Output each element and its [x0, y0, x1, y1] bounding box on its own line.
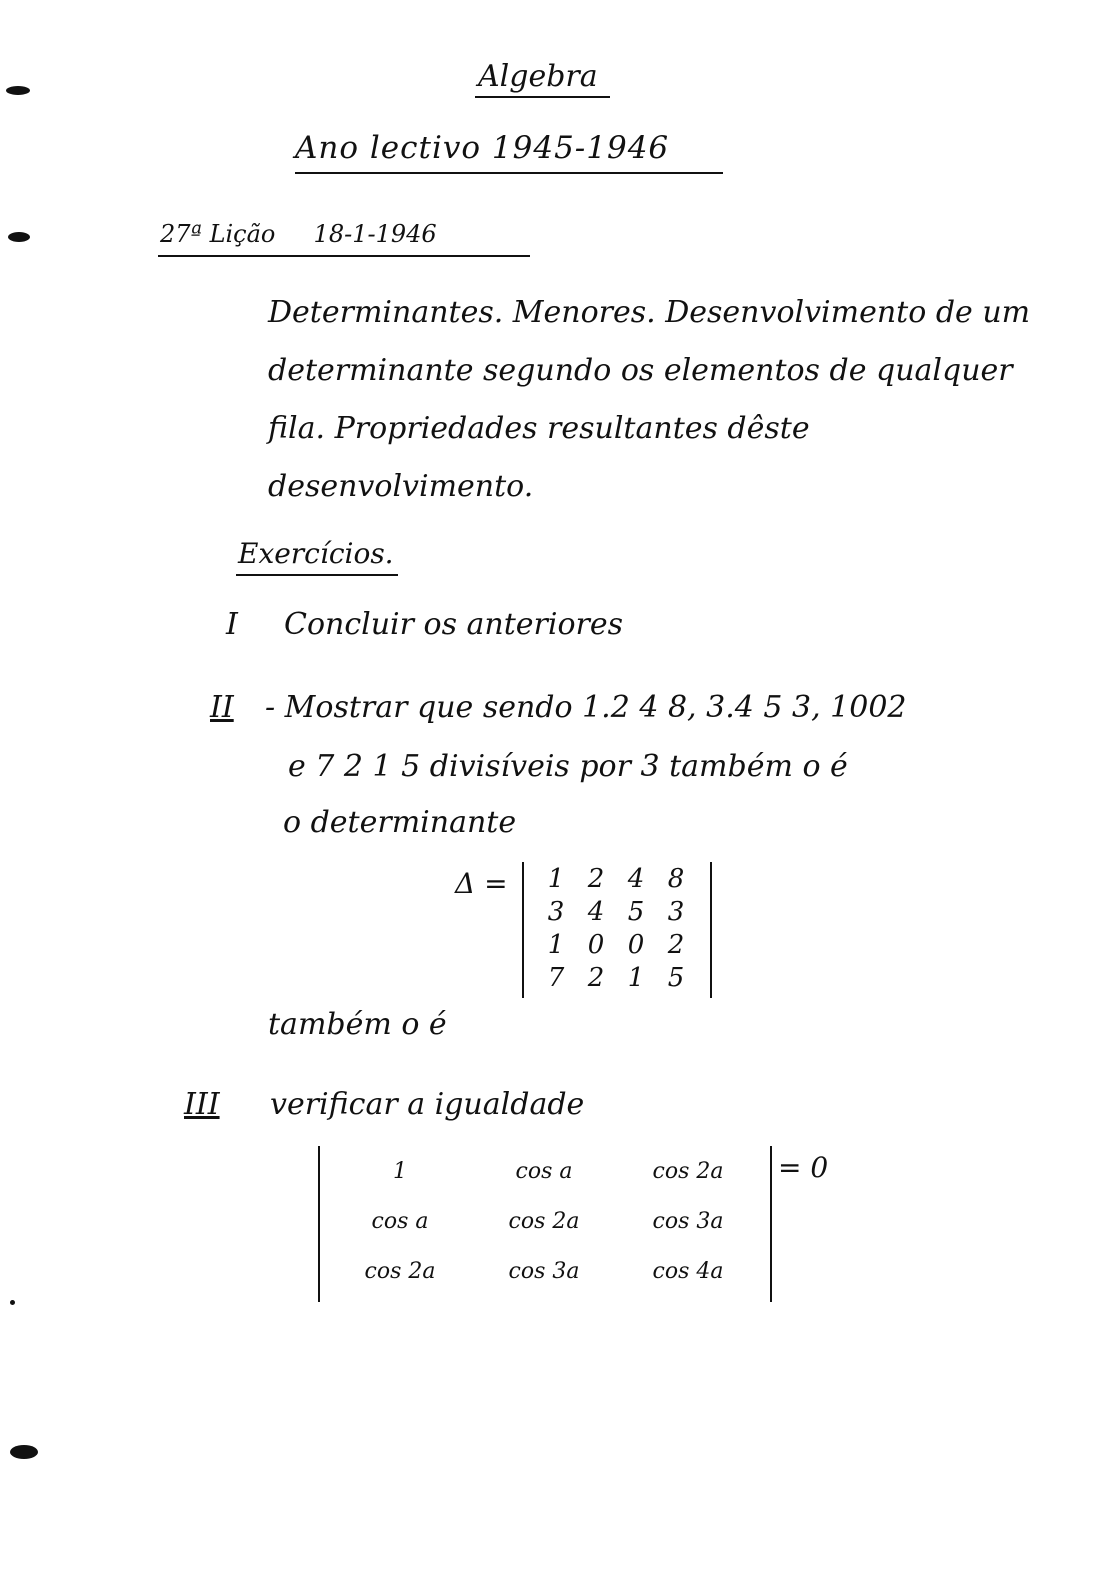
exercise-number: I [226, 607, 238, 642]
matrix-cell: cos 2a [652, 1158, 724, 1184]
scan-mark [8, 232, 30, 242]
page-title: Algebra [478, 59, 598, 94]
matrix-cell: 5 [627, 896, 645, 927]
school-year: Ano lectivo 1945-1946 [295, 130, 670, 166]
matrix-cell: cos 2a [508, 1208, 580, 1234]
matrix-row [328, 1146, 760, 1196]
scan-mark [10, 1300, 15, 1305]
matrix-row [328, 1246, 760, 1296]
identity-rhs: = 0 [778, 1151, 829, 1184]
exercise-text: o determinante [283, 805, 517, 840]
matrix-cell: 1 [627, 962, 645, 993]
exercise-text: e 7 2 1 5 divisíveis por 3 também o é [288, 749, 848, 784]
lesson-underline [158, 255, 530, 257]
matrix-cell: cos 4a [652, 1258, 724, 1284]
matrix-cell: 1 [393, 1158, 407, 1184]
exercise-text: - Mostrar que sendo 1.2 4 8, 3.4 5 3, 1002 [265, 690, 907, 725]
matrix-cell: 3 [547, 896, 565, 927]
matrix-cell: cos 3a [652, 1208, 724, 1234]
matrix-cell: 1 [547, 929, 565, 960]
matrix-row [328, 1196, 760, 1246]
matrix-cell: 3 [667, 896, 685, 927]
exercise-text: Concluir os anteriores [284, 607, 624, 642]
lesson-heading [160, 222, 437, 246]
matrix-cell: 4 [587, 896, 605, 927]
lesson-label: 27ª Lição [160, 220, 276, 248]
matrix-cell: 0 [587, 929, 605, 960]
exercise-text: verificar a igualdade [270, 1087, 585, 1122]
school-year-underline [295, 172, 723, 174]
matrix-cell: cos 3a [508, 1258, 580, 1284]
matrix-cell: cos 2a [364, 1258, 436, 1284]
exercise-number: III [184, 1087, 220, 1122]
scan-mark [10, 1445, 38, 1459]
determinant-label: Δ = [455, 867, 508, 900]
matrix-row [536, 928, 696, 961]
identity-matrix [318, 1146, 772, 1302]
matrix-cell: 2 [667, 929, 685, 960]
scan-mark [6, 86, 30, 95]
matrix-cell: 8 [667, 863, 685, 894]
matrix-row [536, 895, 696, 928]
matrix-row [536, 961, 696, 994]
matrix-cell: 0 [627, 929, 645, 960]
title-underline [475, 96, 610, 98]
matrix-cell: cos a [515, 1158, 573, 1184]
matrix-cell: 2 [587, 962, 605, 993]
lesson-summary: Determinantes. Menores. Desenvolvimento de um determinante segundo os elementos de qualquer fila. Propriedades resultantes dêste desenvolvimento. [268, 295, 1031, 504]
matrix-cell: 4 [627, 863, 645, 894]
matrix-cell: cos a [371, 1208, 429, 1234]
lesson-date: 18-1-1946 [313, 220, 437, 248]
matrix-row [536, 862, 696, 895]
matrix-cell: 5 [667, 962, 685, 993]
matrix-cell: 7 [547, 962, 565, 993]
exercises-heading: Exercícios. [238, 537, 394, 570]
also-text: também o é [268, 1007, 447, 1042]
matrix-cell: 1 [547, 863, 565, 894]
matrix-cell: 2 [587, 863, 605, 894]
exercises-underline [236, 574, 398, 576]
exercise-number: II [210, 690, 234, 725]
determinant-matrix [522, 862, 712, 998]
